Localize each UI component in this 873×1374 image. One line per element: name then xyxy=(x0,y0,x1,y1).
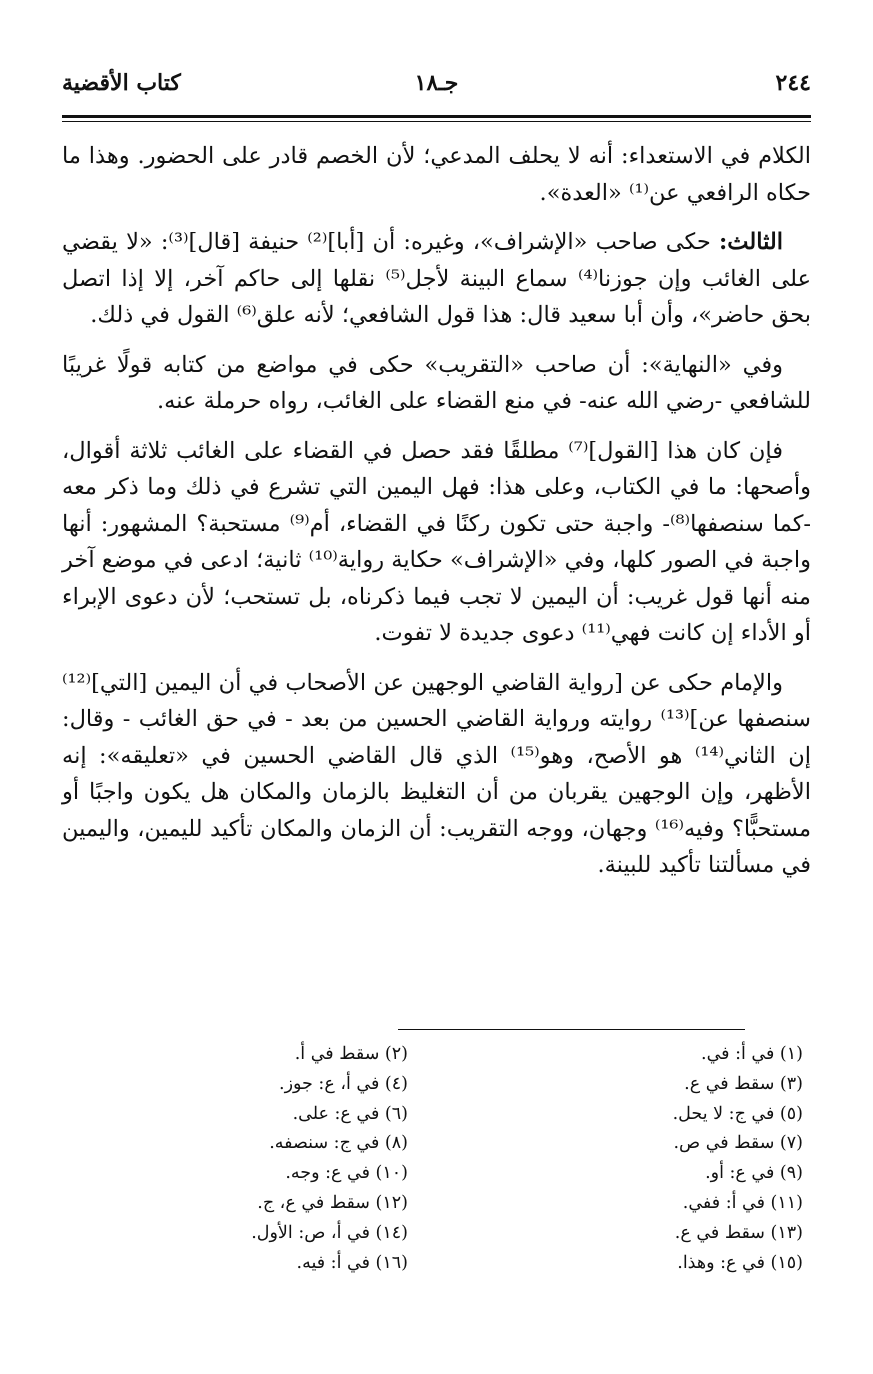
footnote: (١١) في أ: ففي. xyxy=(682,1192,803,1213)
footnote-column-right xyxy=(473,1040,803,1278)
paragraph-text: الكلام في الاستعداء: أنه لا يحلف المدعي؛ لأن الخصم قادر على الحضور. وهذا ما حكاه الرافعي عن⁽¹⁾ «العدة». xyxy=(62,143,811,206)
paragraph-lead: الثالث: xyxy=(718,229,783,255)
paragraph-text: وفي «النهاية»: أن صاحب «التقريب» حكى في مواضع من كتابه قولًا غريبًا للشافعي -رضي الله عنه- في منع القضاء على الغائب، رواه حرملة عنه. xyxy=(62,351,811,414)
paragraph-text: فإن كان هذا [القول]⁽⁷⁾ مطلقًا فقد حصل في القضاء على الغائب ثلاثة أقوال، وأصحها: ما في الكتاب، وعلى هذا: فهل اليمين التي تشرع في ذلك وما ذكر معه -كما سنصفها⁽⁸⁾- واجبة حتى تكون ركنًا في القضاء، أم⁽⁹⁾ مستحبة؟ المشهور: أنها واجبة في الصور كلها، وفي «الإشراف» حكاية رواية⁽¹⁰⁾ ثانية؛ ادعى في موضع آخر منه أنها قول غريب: أن اليمين لا تجب فيما ذكرناه، بل تستحب؛ لأن دعوى الإبراء أو الأداء إن كانت فهي⁽¹¹⁾ دعوى جديدة لا تفوت. xyxy=(62,437,812,646)
paragraph xyxy=(62,138,811,211)
header-rule-thick xyxy=(62,115,811,118)
footnote: (٥) في ج: لا يحل. xyxy=(672,1103,803,1124)
footnote: (٨) في ج: سنصفه. xyxy=(269,1133,408,1154)
volume-label: جـ١٨ xyxy=(414,70,459,96)
book-title: كتاب الأقضية xyxy=(62,70,181,96)
footnote: (١٣) سقط في ع. xyxy=(674,1222,803,1243)
paragraph xyxy=(62,347,811,420)
paragraph-text: حكى صاحب «الإشراف»، وغيره: أن [أبا]⁽²⁾ حنيفة [قال]⁽³⁾: «لا يقضي على الغائب وإن جوزنا⁽⁴⁾ سماع البينة لأجل⁽⁵⁾ نقلها إلى حاكم آخر، إلا إذا اتصل بحق حاضر»، وأن أبا سعيد قال: هذا قول الشافعي؛ لأنه علق⁽⁶⁾ القول في ذلك. xyxy=(62,229,811,328)
footnote: (٤) في أ، ع: جوز. xyxy=(279,1073,408,1094)
footnote: (١) في أ: في. xyxy=(701,1044,803,1064)
page-number: ٢٤٤ xyxy=(775,70,811,96)
footnote: (٣) سقط في ع. xyxy=(684,1073,803,1094)
footnote: (١٦) في أ: فيه. xyxy=(296,1252,408,1273)
footnote: (٩) في ع: أو. xyxy=(705,1163,803,1184)
paragraph xyxy=(62,433,811,652)
header-rule-thin xyxy=(62,121,811,122)
footnote: (٧) سقط في ص. xyxy=(673,1133,803,1154)
main-text xyxy=(62,138,811,897)
paragraph xyxy=(62,665,811,884)
footnote: (١٢) سقط في ع، ج. xyxy=(257,1192,408,1213)
footnote-separator xyxy=(398,1029,745,1030)
running-header xyxy=(62,70,811,110)
footnote: (١٠) في ع: وجه. xyxy=(285,1163,408,1184)
footnote: (٦) في ع: على. xyxy=(292,1103,408,1124)
paragraph xyxy=(62,224,811,334)
footnote: (١٤) في أ، ص: الأول. xyxy=(251,1222,408,1243)
paragraph-text: والإمام حكى عن [رواية القاضي الوجهين عن الأصحاب في أن اليمين [التي]⁽¹²⁾ سنصفها عن]⁽¹³⁾ روايته ورواية القاضي الحسين من بعد - في حق الغائب - وقال: إن الثاني⁽¹⁴⁾ هو الأصح، وهو⁽¹⁵⁾ الذي قال القاضي الحسين في «تعليقه»: إنه الأظهر، وإن الوجهين يقربان من أن التغليظ بالزمان والمكان هل يكون واجبًا أو مستحبًّا؟ وفيه⁽¹⁶⁾ وجهان، ووجه التقريب: أن الزمان والمكان تأكيد لليمين، واليمين في مسألتنا تأكيد للبينة. xyxy=(62,669,811,878)
footnote-column-left xyxy=(78,1040,408,1278)
footnote: (١٥) في ع: وهذا. xyxy=(677,1252,803,1273)
footnote: (٢) سقط في أ. xyxy=(294,1044,408,1064)
